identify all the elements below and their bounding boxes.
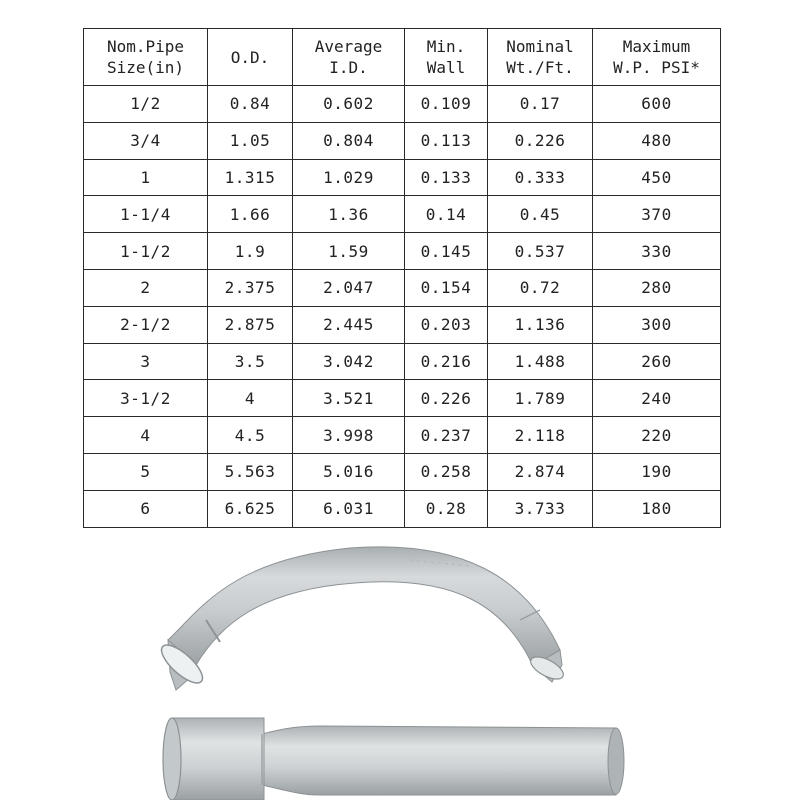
cell-nom-size: 2 — [84, 269, 208, 306]
cell-nom-size: 2-1/2 — [84, 306, 208, 343]
pipe-spec-table — [83, 28, 721, 528]
cell-max-wp-psi: 300 — [593, 306, 721, 343]
cell-max-wp-psi: 260 — [593, 343, 721, 380]
cell-nominal-wt: 2.874 — [488, 453, 593, 490]
table-row — [84, 86, 721, 123]
cell-min-wall: 0.216 — [405, 343, 488, 380]
cell-od: 0.84 — [208, 86, 293, 123]
cell-nominal-wt: 0.333 — [488, 159, 593, 196]
cell-nom-size: 4 — [84, 417, 208, 454]
cell-od: 2.875 — [208, 306, 293, 343]
table-row — [84, 490, 721, 527]
table-row — [84, 417, 721, 454]
cell-od: 2.375 — [208, 269, 293, 306]
table-row — [84, 306, 721, 343]
table-row — [84, 122, 721, 159]
cell-nominal-wt: 0.537 — [488, 233, 593, 270]
cell-nominal-wt: 0.45 — [488, 196, 593, 233]
cell-nom-size: 5 — [84, 453, 208, 490]
cell-nom-size: 3/4 — [84, 122, 208, 159]
cell-nom-size: 1 — [84, 159, 208, 196]
table-body — [84, 86, 721, 528]
cell-max-wp-psi: 600 — [593, 86, 721, 123]
cell-average-id: 0.804 — [293, 122, 405, 159]
cell-average-id: 5.016 — [293, 453, 405, 490]
table-row — [84, 159, 721, 196]
cell-average-id: 0.602 — [293, 86, 405, 123]
cell-od: 1.9 — [208, 233, 293, 270]
cell-average-id: 1.029 — [293, 159, 405, 196]
cell-min-wall: 0.203 — [405, 306, 488, 343]
cell-max-wp-psi: 480 — [593, 122, 721, 159]
cell-average-id: 2.445 — [293, 306, 405, 343]
cell-min-wall: 0.237 — [405, 417, 488, 454]
cell-min-wall: 0.258 — [405, 453, 488, 490]
cell-nom-size: 6 — [84, 490, 208, 527]
cell-max-wp-psi: 240 — [593, 380, 721, 417]
cell-max-wp-psi: 450 — [593, 159, 721, 196]
table-row — [84, 269, 721, 306]
cell-max-wp-psi: 220 — [593, 417, 721, 454]
cell-average-id: 2.047 — [293, 269, 405, 306]
cell-od: 1.66 — [208, 196, 293, 233]
cell-max-wp-psi: 370 — [593, 196, 721, 233]
cell-od: 6.625 — [208, 490, 293, 527]
cell-nom-size: 1-1/4 — [84, 196, 208, 233]
cell-min-wall: 0.28 — [405, 490, 488, 527]
cell-od: 4.5 — [208, 417, 293, 454]
cell-average-id: 3.521 — [293, 380, 405, 417]
cell-nom-size: 1/2 — [84, 86, 208, 123]
header-od: O.D. — [208, 29, 293, 86]
header-min-wall: Min. Wall — [405, 29, 488, 86]
cell-min-wall: 0.226 — [405, 380, 488, 417]
header-nom-pipe-size: Nom.Pipe Size(in) — [84, 29, 208, 86]
cell-min-wall: 0.109 — [405, 86, 488, 123]
cell-nominal-wt: 0.226 — [488, 122, 593, 159]
table-row — [84, 233, 721, 270]
cell-min-wall: 0.133 — [405, 159, 488, 196]
table-row — [84, 343, 721, 380]
cell-od: 1.315 — [208, 159, 293, 196]
cell-average-id: 3.998 — [293, 417, 405, 454]
cell-od: 1.05 — [208, 122, 293, 159]
cell-max-wp-psi: 180 — [593, 490, 721, 527]
cell-average-id: 1.36 — [293, 196, 405, 233]
cell-nominal-wt: 0.17 — [488, 86, 593, 123]
header-max-wp-psi: Maximum W.P. PSI* — [593, 29, 721, 86]
cell-nominal-wt: 3.733 — [488, 490, 593, 527]
header-average-id: Average I.D. — [293, 29, 405, 86]
cell-min-wall: 0.154 — [405, 269, 488, 306]
table-row — [84, 196, 721, 233]
cell-average-id: 1.59 — [293, 233, 405, 270]
cell-nom-size: 3 — [84, 343, 208, 380]
cell-od: 3.5 — [208, 343, 293, 380]
header-nominal-wt: Nominal Wt./Ft. — [488, 29, 593, 86]
pipe-images — [0, 530, 800, 800]
cell-max-wp-psi: 280 — [593, 269, 721, 306]
table-row — [84, 380, 721, 417]
cell-nominal-wt: 1.136 — [488, 306, 593, 343]
pvc-pipe-with-bell-end — [163, 718, 624, 800]
cell-max-wp-psi: 330 — [593, 233, 721, 270]
cell-nom-size: 1-1/2 — [84, 233, 208, 270]
cell-min-wall: 0.14 — [405, 196, 488, 233]
cell-nominal-wt: 1.488 — [488, 343, 593, 380]
cell-nominal-wt: 0.72 — [488, 269, 593, 306]
cell-nominal-wt: 1.789 — [488, 380, 593, 417]
cell-max-wp-psi: 190 — [593, 453, 721, 490]
table-header-row — [84, 29, 721, 86]
cell-min-wall: 0.145 — [405, 233, 488, 270]
cell-nom-size: 3-1/2 — [84, 380, 208, 417]
pvc-elbow-bend — [156, 547, 567, 690]
cell-od: 5.563 — [208, 453, 293, 490]
cell-min-wall: 0.113 — [405, 122, 488, 159]
table-row — [84, 453, 721, 490]
cell-average-id: 3.042 — [293, 343, 405, 380]
cell-od: 4 — [208, 380, 293, 417]
cell-nominal-wt: 2.118 — [488, 417, 593, 454]
cell-average-id: 6.031 — [293, 490, 405, 527]
